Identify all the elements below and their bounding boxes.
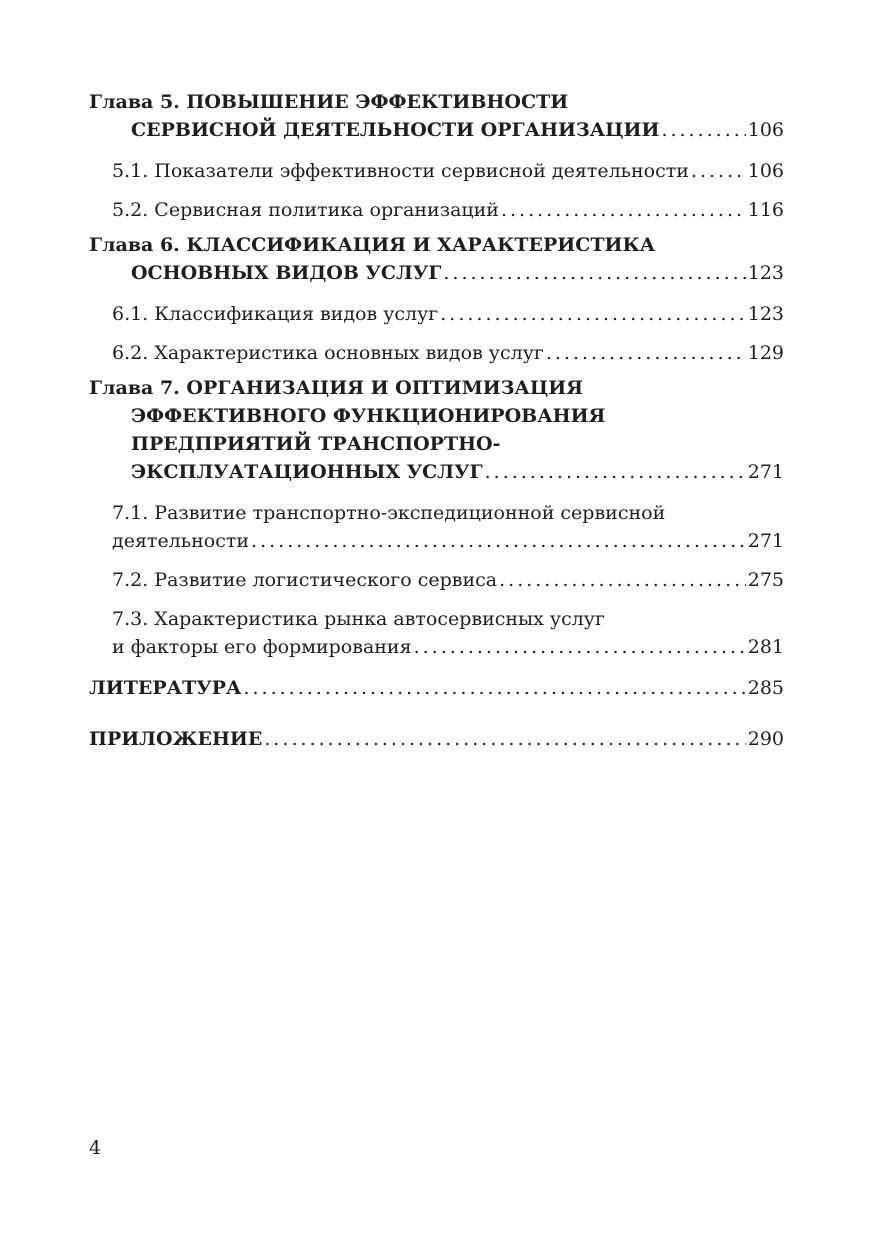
dot-leader — [243, 674, 745, 702]
toc-appendix — [89, 725, 784, 753]
page-ref: 271 — [747, 461, 784, 483]
chapter-title-text: СЕРВИСНОЙ ДЕЯТЕЛЬНОСТИ ОРГАНИЗАЦИИ — [131, 119, 660, 141]
page-ref: 116 — [747, 199, 784, 221]
chapter-title-text: ОСНОВНЫХ ВИДОВ УСЛУГ — [131, 262, 442, 284]
section-title: 5.2. Сервисная политика организаций — [112, 199, 499, 221]
chapter-title-line: Глава 7. ОРГАНИЗАЦИЯ И ОПТИМИЗАЦИЯ — [89, 377, 583, 399]
chapter-title-text: ЭКСПЛУАТАЦИОННЫХ УСЛУГ — [131, 461, 483, 483]
chapter-title-line-with-page — [89, 458, 784, 486]
section-title: 6.2. Характеристика основных видов услуг — [112, 342, 544, 364]
toc-literature — [89, 674, 784, 702]
section-title-text: и факторы его формирования — [112, 636, 412, 658]
page-ref: 106 — [747, 160, 784, 182]
dot-leader — [485, 458, 746, 486]
page-ref: 271 — [747, 530, 784, 552]
table-of-contents — [89, 88, 784, 753]
dot-leader — [251, 527, 746, 555]
toc-section-5-1 — [89, 157, 784, 185]
toc-chapter-6 — [89, 231, 784, 287]
page-ref: 281 — [747, 636, 784, 658]
page-ref: 290 — [747, 728, 784, 750]
toc-section-7-2 — [89, 566, 784, 594]
section-title: ЛИТЕРАТУРА — [89, 677, 242, 699]
chapter-title-line-with-page — [89, 259, 784, 287]
page-ref: 123 — [747, 262, 784, 284]
page-ref: 129 — [747, 342, 784, 364]
dot-leader — [264, 725, 745, 753]
dot-leader — [440, 300, 745, 328]
toc-section-6-1 — [89, 300, 784, 328]
dot-leader — [691, 157, 746, 185]
section-title: 6.1. Классификация видов услуг — [112, 303, 439, 325]
page-ref: 275 — [747, 569, 784, 591]
section-title: 7.2. Развитие логистического сервиса — [112, 569, 498, 591]
page-ref: 123 — [747, 303, 784, 325]
chapter-title-line: ПРЕДПРИЯТИЙ ТРАНСПОРТНО- — [131, 433, 501, 455]
section-title-line: 7.1. Развитие транспортно-экспедиционной сервисной — [112, 502, 666, 524]
section-title-line: 7.3. Характеристика рынка автосервисных услуг — [112, 608, 605, 630]
dot-leader — [546, 339, 746, 367]
toc-section-5-2 — [89, 196, 784, 224]
dot-leader — [414, 633, 746, 661]
toc-section-6-2 — [89, 339, 784, 367]
section-title: ПРИЛОЖЕНИЕ — [89, 728, 263, 750]
section-title-line-with-page — [112, 633, 784, 661]
chapter-title-line: ЭФФЕКТИВНОГО ФУНКЦИОНИРОВАНИЯ — [131, 405, 606, 427]
toc-section-7-3 — [89, 605, 784, 661]
toc-section-7-1 — [89, 499, 784, 555]
dot-leader — [499, 566, 746, 594]
section-title-line-with-page — [112, 527, 784, 555]
toc-chapter-5 — [89, 88, 784, 144]
section-title: 5.1. Показатели эффективности сервисной деятельности — [112, 160, 689, 182]
page-ref: 106 — [747, 119, 784, 141]
chapter-title-line-with-page — [89, 116, 784, 144]
chapter-title-line: Глава 6. КЛАССИФИКАЦИЯ И ХАРАКТЕРИСТИКА — [89, 234, 656, 256]
dot-leader — [443, 259, 745, 287]
page-ref: 285 — [747, 677, 784, 699]
page-number: 4 — [89, 1137, 102, 1159]
chapter-title-line: Глава 5. ПОВЫШЕНИЕ ЭФФЕКТИВНОСТИ — [89, 91, 569, 113]
dot-leader — [501, 196, 746, 224]
section-title-text: деятельности — [112, 530, 250, 552]
toc-chapter-7 — [89, 374, 784, 486]
dot-leader — [661, 116, 745, 144]
